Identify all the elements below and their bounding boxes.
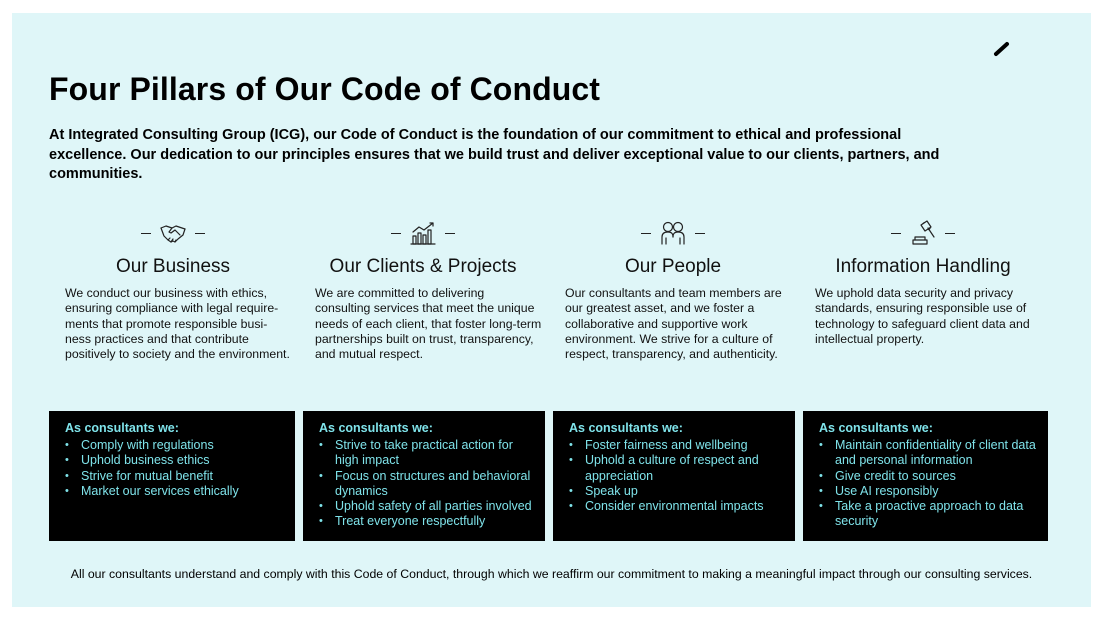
commitments-box-clients	[303, 411, 545, 541]
pillar-icon-row	[303, 218, 543, 248]
pillar-description: We uphold data security and privacy standards, ensuring responsible use of technology to safeguard client data and intellectual property.	[815, 286, 1030, 346]
pillar-our-people	[565, 218, 793, 362]
commitments-heading: As consultants we:	[319, 421, 433, 435]
intro-text: At Integrated Consulting Group (ICG), our Code of Conduct is the foundation of our commitment to ethical and professional excellence. Our dedication to our principles ensures that we build trust and deliver exceptional value to our clients, partners, and communities.	[49, 127, 940, 182]
gavel-icon	[909, 219, 937, 247]
commitments-list	[65, 438, 285, 499]
list-item: • Strive for mutual benefit	[81, 469, 285, 484]
pen-icon[interactable]	[992, 37, 1012, 57]
pillar-icon-row	[53, 218, 293, 248]
list-item: • Foster fairness and wellbeing	[585, 438, 785, 453]
divider-dash	[695, 233, 705, 234]
list-item: • Speak up	[585, 484, 785, 499]
pillar-description: Our consultants and team members are our greatest asset, and we foster a collaborative and supportive work environment. We strive for a culture of respect, transparency, and authenticity.	[565, 286, 782, 362]
pillar-description: We conduct our business with ethics, ensuring compliance with legal require-ments that promote responsible busi-ness practices and that contribute positively to society and the environment.	[65, 286, 290, 362]
handshake-icon	[159, 219, 187, 247]
divider-dash	[195, 233, 205, 234]
commitments-list	[319, 438, 535, 530]
pillar-information-handling	[815, 218, 1043, 347]
list-item: • Strive to take practical action for high impact	[335, 438, 535, 469]
people-icon	[659, 219, 687, 247]
commitments-list	[819, 438, 1038, 530]
commitments-box-information	[803, 411, 1048, 541]
commitments-heading: As consultants we:	[569, 421, 683, 435]
bar-chart-icon	[409, 219, 437, 247]
commitments-heading: As consultants we:	[65, 421, 179, 435]
footer-statement: All our consultants understand and comply with this Code of Conduct, through which we reaffirm our commitment to making a meaningful impact through our consulting services.	[70, 567, 1033, 581]
pillar-icon-row	[803, 218, 1043, 248]
commitments-heading: As consultants we:	[819, 421, 933, 435]
pillar-title: Our Business	[115, 256, 231, 277]
list-item: • Treat everyone respectfully	[335, 514, 535, 529]
pillar-icon-row	[553, 218, 793, 248]
list-item: • Uphold business ethics	[81, 453, 285, 468]
list-item: • Uphold a culture of respect and appreciation	[585, 453, 785, 484]
slide	[12, 13, 1091, 607]
page-title: Four Pillars of Our Code of Conduct	[49, 71, 601, 107]
list-item: • Comply with regulations	[81, 438, 285, 453]
divider-dash	[945, 233, 955, 234]
divider-dash	[891, 233, 901, 234]
divider-dash	[391, 233, 401, 234]
list-item: • Market our services ethically	[81, 484, 285, 499]
pillar-description: We are committed to delivering consulting services that meet the unique needs of each client, that foster long-term partnerships built on trust, transparency, and mutual respect.	[315, 286, 542, 362]
commitments-box-people	[553, 411, 795, 541]
divider-dash	[445, 233, 455, 234]
commitments-list	[569, 438, 785, 514]
pillar-title: Information Handling	[835, 256, 1011, 277]
list-item: • Use AI responsibly	[835, 484, 1038, 499]
list-item: • Maintain confidentiality of client data and personal information	[835, 438, 1038, 469]
list-item: • Take a proactive approach to data security	[835, 499, 1038, 530]
pillar-title: Our Clients & Projects	[329, 256, 517, 277]
divider-dash	[141, 233, 151, 234]
pillar-title: Our People	[624, 256, 722, 277]
pillar-our-business	[65, 218, 293, 362]
pillar-clients-projects	[315, 218, 543, 362]
list-item: • Give credit to sources	[835, 469, 1038, 484]
list-item: • Consider environmental impacts	[585, 499, 785, 514]
list-item: • Uphold safety of all parties involved	[335, 499, 535, 514]
divider-dash	[641, 233, 651, 234]
commitments-box-business	[49, 411, 295, 541]
list-item: • Focus on structures and behavioral dynamics	[335, 469, 535, 500]
